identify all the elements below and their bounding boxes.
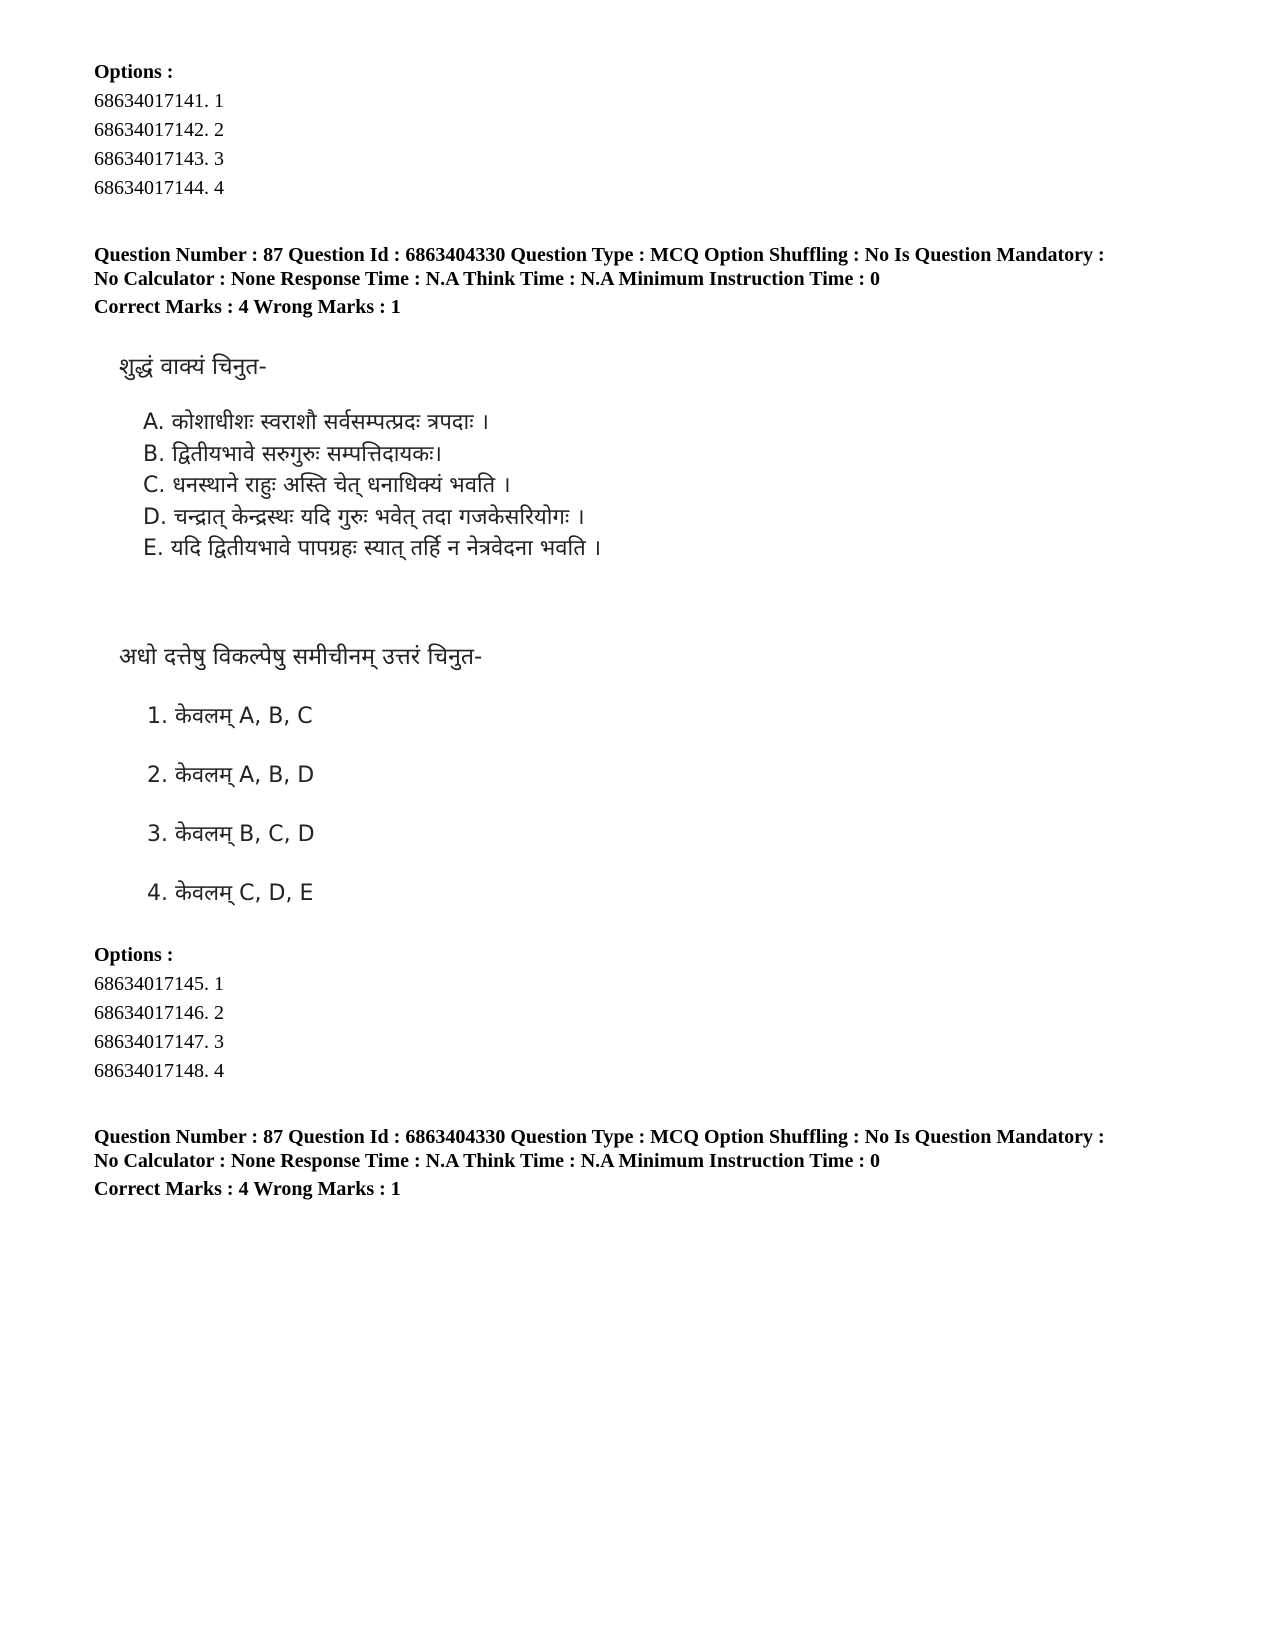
question-marks: Correct Marks : 4 Wrong Marks : 1 — [94, 296, 401, 318]
next-question-meta-line-2: No Calculator : None Response Time : N.A Think Time : N.A Minimum Instruction Time : 0 — [94, 1150, 880, 1172]
statement-item: D. चन्द्रात् केन्द्रस्थः यदि गुरुः भवेत् तदा गजकेसरियोगः । — [143, 504, 585, 530]
choice-list — [147, 702, 315, 938]
question-meta-line-1: Question Number : 87 Question Id : 6863404330 Question Type : MCQ Option Shuffling : No Is Question Mandatory : — [94, 244, 1105, 266]
question-meta — [94, 243, 1234, 291]
choice-item: 1. केवलम् A, B, C — [147, 704, 313, 729]
option-item: 68634017143. 3 — [94, 148, 224, 170]
option-item: 68634017141. 1 — [94, 90, 224, 112]
statement-list — [143, 407, 601, 565]
choice-item: 3. केवलम् B, C, D — [147, 822, 315, 847]
question-options-block — [94, 941, 224, 1086]
next-question-meta-line-1: Question Number : 87 Question Id : 6863404330 Question Type : MCQ Option Shuffling : No Is Question Mandatory : — [94, 1126, 1105, 1148]
question-options-label: Options : — [94, 944, 174, 966]
question-meta-line-2: No Calculator : None Response Time : N.A Think Time : N.A Minimum Instruction Time : 0 — [94, 268, 880, 290]
question-instruction: अधो दत्तेषु विकल्पेषु समीचीनम् उत्तरं चिनुत- — [119, 644, 483, 670]
next-question-marks: Correct Marks : 4 Wrong Marks : 1 — [94, 1178, 401, 1200]
top-options-block — [94, 58, 224, 203]
option-item: 68634017148. 4 — [94, 1060, 224, 1082]
next-question-meta — [94, 1125, 1234, 1173]
option-item: 68634017147. 3 — [94, 1031, 224, 1053]
statement-item: A. कोशाधीशः स्वराशौ सर्वसम्पत्प्रदः त्रपदाः । — [143, 410, 489, 435]
question-prompt: शुद्धं वाक्यं चिनुत- — [119, 354, 267, 380]
statement-item: C. धनस्थाने राहुः अस्ति चेत् धनाधिक्यं भवति । — [143, 473, 511, 498]
statement-item: B. द्वितीयभावे सरुगुरुः सम्पत्तिदायकः। — [143, 441, 442, 467]
choice-item: 2. केवलम् A, B, D — [147, 763, 315, 788]
choice-item: 4. केवलम् C, D, E — [147, 881, 314, 906]
option-item: 68634017144. 4 — [94, 177, 224, 199]
option-item: 68634017146. 2 — [94, 1002, 224, 1024]
option-item: 68634017142. 2 — [94, 119, 224, 141]
option-item: 68634017145. 1 — [94, 973, 224, 995]
top-options-label: Options : — [94, 61, 174, 83]
statement-item: E. यदि द्वितीयभावे पापग्रहः स्यात् तर्हि न नेत्रवेदना भवति । — [143, 536, 602, 561]
